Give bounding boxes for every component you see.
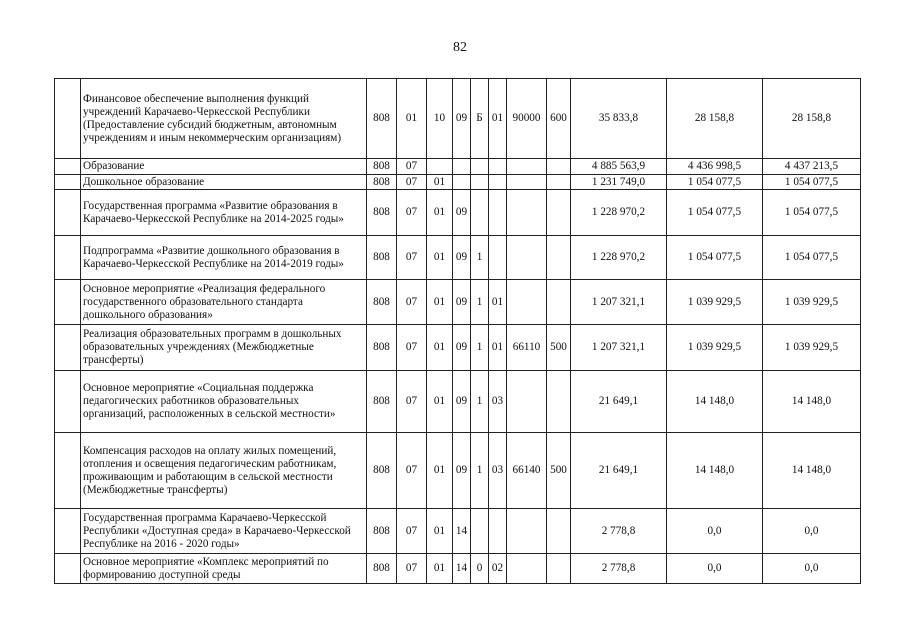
row-code-cell-c7 [507,236,547,280]
row-code-cell-c5: 1 [471,433,489,509]
row-name-cell: Основное мероприятие «Комплекс мероприятий по формированию доступной среды [81,554,367,584]
row-code-cell-c7 [507,159,547,175]
row-amount-cell-v1: 21 649,1 [571,433,667,509]
table-row [55,433,861,509]
row-code-cell-c7: 90000 [507,79,547,159]
table-row [55,236,861,280]
row-code-cell-c4: 09 [453,325,471,371]
row-code-cell-c4: 09 [453,236,471,280]
row-name-cell: Подпрограмма «Развитие дошкольного образования в Карачаево-Черкесской Республике на 2014-2019 годы» [81,236,367,280]
row-amount-cell-v1: 2 778,8 [571,509,667,554]
row-code-cell-c2: 07 [397,433,427,509]
row-amount-cell-v2: 1 054 077,5 [667,190,763,236]
row-code-cell-c5: 1 [471,236,489,280]
row-code-cell-c6: 01 [489,325,507,371]
row-code-cell-c8 [547,159,571,175]
row-code-cell-c7 [507,509,547,554]
row-name-cell: Государственная программа «Развитие образования в Карачаево-Черкесской Республике на 2014-2025 годы» [81,190,367,236]
row-code-cell-c1: 808 [367,236,397,280]
row-code-cell-c5: Б [471,79,489,159]
row-amount-cell-v2: 0,0 [667,509,763,554]
table-row [55,371,861,433]
row-code-cell-c3: 01 [427,236,453,280]
row-code-cell-c6: 02 [489,554,507,584]
row-amount-cell-v2: 0,0 [667,554,763,584]
row-code-cell-c8: 600 [547,79,571,159]
row-code-cell-c5: 1 [471,325,489,371]
row-amount-cell-v3: 0,0 [763,509,861,554]
row-code-cell-c1: 808 [367,433,397,509]
row-code-cell-c1: 808 [367,371,397,433]
row-amount-cell-v1: 2 778,8 [571,554,667,584]
row-amount-cell-v2: 1 054 077,5 [667,175,763,190]
row-code-cell-c6 [489,509,507,554]
row-code-cell-c3: 01 [427,554,453,584]
row-amount-cell-v3: 1 039 929,5 [763,325,861,371]
row-code-cell-c1: 808 [367,175,397,190]
row-code-cell-c2: 07 [397,175,427,190]
row-amount-cell-v3: 1 054 077,5 [763,236,861,280]
row-code-cell-c6 [489,236,507,280]
table-row [55,554,861,584]
row-code-cell-c8 [547,236,571,280]
row-lead-cell [55,371,81,433]
row-code-cell-c5: 1 [471,280,489,325]
budget-table [54,78,861,584]
row-code-cell-c5: 1 [471,371,489,433]
row-code-cell-c8 [547,371,571,433]
row-code-cell-c1: 808 [367,554,397,584]
row-code-cell-c1: 808 [367,190,397,236]
table-row [55,190,861,236]
table-row [55,280,861,325]
row-code-cell-c7 [507,371,547,433]
row-amount-cell-v1: 4 885 563,9 [571,159,667,175]
row-code-cell-c8 [547,509,571,554]
row-code-cell-c2: 07 [397,509,427,554]
row-code-cell-c6: 01 [489,79,507,159]
row-code-cell-c8: 500 [547,325,571,371]
row-code-cell-c4: 09 [453,280,471,325]
row-code-cell-c5: 0 [471,554,489,584]
row-code-cell-c3: 01 [427,433,453,509]
row-amount-cell-v3: 1 039 929,5 [763,280,861,325]
row-lead-cell [55,280,81,325]
row-code-cell-c5 [471,159,489,175]
row-name-cell: Основное мероприятие «Социальная поддержка педагогических работников образовательных организаций, расположенных в сельской местности» [81,371,367,433]
row-amount-cell-v2: 1 039 929,5 [667,280,763,325]
row-code-cell-c1: 808 [367,280,397,325]
row-amount-cell-v3: 14 148,0 [763,371,861,433]
row-code-cell-c1: 808 [367,509,397,554]
row-code-cell-c4: 09 [453,433,471,509]
row-code-cell-c1: 808 [367,325,397,371]
row-code-cell-c3: 10 [427,79,453,159]
row-amount-cell-v2: 28 158,8 [667,79,763,159]
row-amount-cell-v3: 0,0 [763,554,861,584]
row-amount-cell-v1: 21 649,1 [571,371,667,433]
row-code-cell-c3: 01 [427,509,453,554]
row-code-cell-c2: 07 [397,236,427,280]
row-code-cell-c2: 07 [397,371,427,433]
row-code-cell-c2: 07 [397,280,427,325]
row-amount-cell-v1: 1 207 321,1 [571,325,667,371]
row-lead-cell [55,175,81,190]
row-amount-cell-v3: 1 054 077,5 [763,175,861,190]
row-code-cell-c3: 01 [427,280,453,325]
row-code-cell-c8 [547,554,571,584]
row-name-cell: Дошкольное образование [81,175,367,190]
row-code-cell-c6 [489,190,507,236]
row-code-cell-c7 [507,190,547,236]
page-number: 82 [453,40,467,55]
row-lead-cell [55,554,81,584]
row-lead-cell [55,236,81,280]
row-code-cell-c1: 808 [367,79,397,159]
row-code-cell-c5 [471,190,489,236]
row-code-cell-c8 [547,175,571,190]
row-code-cell-c6: 03 [489,433,507,509]
table-row [55,325,861,371]
table-row [55,175,861,190]
row-code-cell-c4 [453,175,471,190]
row-name-cell: Компенсация расходов на оплату жилых помещений, отопления и освещения педагогическим работникам, проживающим и работающим в сельской местности (Межбюджетные трансферты) [81,433,367,509]
row-amount-cell-v1: 1 228 970,2 [571,236,667,280]
row-name-cell: Финансовое обеспечение выполнения функций учреждений Карачаево-Черкесской Республики (Предоставление субсидий бюджетным, автономным учреждениям и иным некоммерческим организациям) [81,79,367,159]
row-code-cell-c8: 500 [547,433,571,509]
row-amount-cell-v2: 14 148,0 [667,371,763,433]
row-code-cell-c5 [471,509,489,554]
row-name-cell: Образование [81,159,367,175]
row-code-cell-c8 [547,280,571,325]
row-amount-cell-v1: 1 228 970,2 [571,190,667,236]
row-name-cell: Реализация образовательных программ в дошкольных образовательных учреждениях (Межбюджетные трансферты) [81,325,367,371]
row-code-cell-c4: 09 [453,371,471,433]
row-code-cell-c4: 14 [453,554,471,584]
row-code-cell-c4: 09 [453,190,471,236]
row-code-cell-c6 [489,175,507,190]
row-lead-cell [55,79,81,159]
row-lead-cell [55,190,81,236]
row-amount-cell-v2: 4 436 998,5 [667,159,763,175]
row-lead-cell [55,509,81,554]
row-code-cell-c2: 07 [397,325,427,371]
row-amount-cell-v3: 28 158,8 [763,79,861,159]
row-code-cell-c3: 01 [427,325,453,371]
row-code-cell-c3: 01 [427,371,453,433]
row-code-cell-c2: 07 [397,554,427,584]
row-code-cell-c7 [507,554,547,584]
row-code-cell-c3: 01 [427,190,453,236]
row-code-cell-c6: 01 [489,280,507,325]
table-row [55,509,861,554]
table-row [55,79,861,159]
row-code-cell-c3 [427,159,453,175]
row-code-cell-c1: 808 [367,159,397,175]
row-code-cell-c2: 07 [397,190,427,236]
row-code-cell-c2: 01 [397,79,427,159]
row-code-cell-c4 [453,159,471,175]
row-amount-cell-v1: 35 833,8 [571,79,667,159]
row-code-cell-c7: 66110 [507,325,547,371]
row-code-cell-c6 [489,159,507,175]
row-amount-cell-v1: 1 207 321,1 [571,280,667,325]
row-code-cell-c7: 66140 [507,433,547,509]
row-code-cell-c2: 07 [397,159,427,175]
row-amount-cell-v1: 1 231 749,0 [571,175,667,190]
row-lead-cell [55,325,81,371]
row-amount-cell-v2: 14 148,0 [667,433,763,509]
row-amount-cell-v3: 14 148,0 [763,433,861,509]
row-amount-cell-v2: 1 054 077,5 [667,236,763,280]
row-code-cell-c6: 03 [489,371,507,433]
row-code-cell-c7 [507,280,547,325]
row-amount-cell-v2: 1 039 929,5 [667,325,763,371]
row-amount-cell-v3: 4 437 213,5 [763,159,861,175]
row-amount-cell-v3: 1 054 077,5 [763,190,861,236]
row-lead-cell [55,433,81,509]
table-row [55,159,861,175]
row-code-cell-c7 [507,175,547,190]
row-code-cell-c8 [547,190,571,236]
table-body [55,79,861,584]
row-code-cell-c4: 14 [453,509,471,554]
row-name-cell: Основное мероприятие «Реализация федерального государственного образовательного стандарта дошкольного образования» [81,280,367,325]
row-code-cell-c5 [471,175,489,190]
row-lead-cell [55,159,81,175]
row-code-cell-c3: 01 [427,175,453,190]
row-code-cell-c4: 09 [453,79,471,159]
row-name-cell: Государственная программа Карачаево-Черкесской Республики «Доступная среда» в Карачаево-Черкесской Республике на 2016 - 2020 годы» [81,509,367,554]
